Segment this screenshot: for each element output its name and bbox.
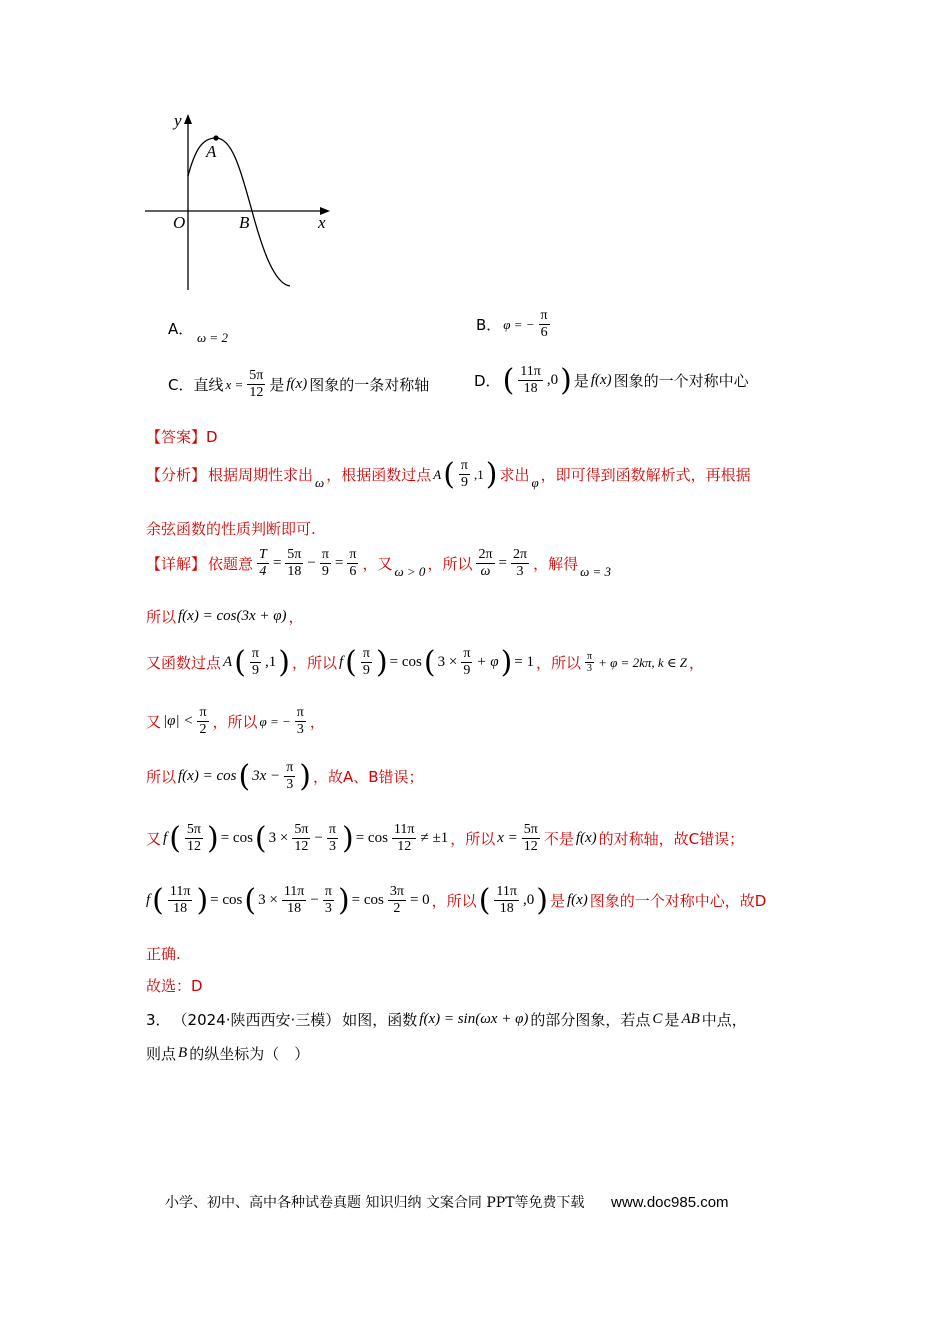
fraction: $\frac{11\pi}{12}$ xyxy=(393,822,415,854)
detail-text: 所以 xyxy=(146,768,177,786)
question-3-line-1 xyxy=(146,1009,747,1030)
math: ≠ ±1 xyxy=(420,830,449,846)
option-d xyxy=(474,364,749,397)
fraction: $\frac{5\pi}{12}$ xyxy=(294,822,309,854)
option-d-label: D． xyxy=(474,372,501,390)
question-source: （2024·陕西西安·三模） xyxy=(172,1011,341,1029)
math: C xyxy=(652,1011,663,1027)
option-c-fraction: $\frac{5\pi}{12}$ xyxy=(249,368,264,400)
fraction: $\frac{5\pi}{12}$ xyxy=(186,822,201,854)
analysis-line-2: 余弦函数的性质判断即可. xyxy=(146,520,316,538)
paren: ( xyxy=(169,820,181,856)
symbol: = xyxy=(334,555,344,571)
math: f xyxy=(163,830,168,846)
math: B xyxy=(178,1045,188,1061)
math: f(x) = cos xyxy=(178,768,237,784)
detail-text: ， xyxy=(688,654,704,672)
option-b xyxy=(476,308,552,341)
paren: ( xyxy=(238,758,251,794)
detail-tag: 【详解】 xyxy=(146,555,207,573)
math: ω > 0 xyxy=(394,563,426,579)
paren: ) xyxy=(485,456,498,492)
math: 3 × xyxy=(268,830,289,846)
math: = 1 xyxy=(514,654,534,670)
fraction: $\frac{2\pi}{3}$ xyxy=(513,547,528,579)
option-a-expr: ω = 2 xyxy=(197,330,228,345)
fraction: $\frac{\pi}{3}$ xyxy=(296,705,304,737)
option-c-label: C．直线 xyxy=(168,376,224,394)
option-d-zero: ,0 xyxy=(546,372,559,388)
math: f(x) xyxy=(575,830,597,846)
detail-line-5 xyxy=(146,760,424,793)
answer-line xyxy=(146,426,218,447)
detail-line-7 xyxy=(146,884,766,917)
fraction: $\frac{\pi}{9}$ xyxy=(251,646,259,678)
analysis-phi: φ xyxy=(531,474,539,490)
math: f(x) = sin(ωx + φ) xyxy=(419,1011,529,1027)
option-a-label: A． xyxy=(168,320,194,338)
symbol: = xyxy=(498,555,507,571)
math: = cos xyxy=(351,892,384,908)
fraction: $\frac{2\pi}{\omega}$ xyxy=(478,547,493,579)
math: |φ| < xyxy=(163,713,194,729)
question-number: 3． xyxy=(146,1011,171,1029)
choice-value: D xyxy=(191,977,203,995)
y-axis-arrow-icon xyxy=(184,114,192,124)
math: 3 × xyxy=(258,892,278,908)
option-b-fraction: $\frac{\pi}{6}$ xyxy=(540,308,548,340)
question-text: 如图，函数 xyxy=(342,1011,418,1029)
math: 3x − xyxy=(252,768,281,784)
fraction: $\frac{\pi}{9}$ xyxy=(321,547,329,579)
point-a-marker xyxy=(213,135,218,140)
footer-site-link[interactable]: www.doc985.com xyxy=(610,1194,729,1211)
option-d-fraction: $\frac{11\pi}{18}$ xyxy=(520,364,541,396)
option-c-text-2: 图象的一条对称轴 xyxy=(309,376,430,394)
fraction: $\frac{3\pi}{2}$ xyxy=(389,884,404,916)
detail-text: ，所以 xyxy=(291,654,337,672)
math: f(x) = cos(3x + φ) xyxy=(178,608,287,624)
fraction: $\frac{\pi}{3}$ xyxy=(286,760,294,792)
analysis-line-1 xyxy=(146,458,751,491)
detail-text: ，故A、B错误； xyxy=(313,768,424,786)
paren: ) xyxy=(560,362,572,398)
paren: ) xyxy=(299,758,311,794)
option-a xyxy=(168,318,193,339)
fraction: $\frac{\pi}{9}$ xyxy=(362,646,370,678)
symbol: − xyxy=(307,555,316,571)
fraction: $\frac{\pi}{3}$ xyxy=(587,651,593,674)
option-c-fx: f(x) xyxy=(286,376,308,392)
detail-text: ，所以 xyxy=(427,555,473,573)
question-text: 的纵坐标为（ ） xyxy=(189,1045,310,1063)
question-text: 中点， xyxy=(701,1011,747,1029)
analysis-omega: ω xyxy=(315,474,325,490)
detail-text: ，所以 xyxy=(450,830,496,848)
question-3-line-2 xyxy=(146,1043,309,1064)
paren: ) xyxy=(341,820,354,856)
analysis-text: 根据周期性求出 xyxy=(208,466,314,484)
option-d-text: 是 xyxy=(573,372,589,390)
math: φ = − xyxy=(259,713,291,729)
math: ,1 xyxy=(264,654,277,670)
choice-label: 故选： xyxy=(146,977,192,995)
detail-text: 又 xyxy=(146,713,162,731)
detail-text: 是 xyxy=(549,892,565,910)
function-graph xyxy=(140,108,340,298)
fraction: $\frac{11\pi}{18}$ xyxy=(283,884,305,916)
fraction: $\frac{11\pi}{18}$ xyxy=(496,884,517,916)
detail-text: ， xyxy=(288,608,304,626)
footer xyxy=(165,1192,729,1212)
math: = 0 xyxy=(409,892,430,908)
math: x = xyxy=(497,830,518,846)
detail-line-6 xyxy=(146,822,744,855)
detail-text: 所以 xyxy=(146,608,177,626)
y-axis-label: y xyxy=(174,111,182,130)
paren: ) xyxy=(500,644,513,680)
fraction: $\frac{\pi}{9}$ xyxy=(463,646,471,678)
fraction: $\frac{\pi}{3}$ xyxy=(328,822,336,854)
paren: ( xyxy=(478,882,491,918)
math: AB xyxy=(681,1011,700,1027)
analysis-fraction: $\frac{\pi}{9}$ xyxy=(460,458,468,490)
detail-text: ，解得 xyxy=(533,555,579,573)
paren: ) xyxy=(337,882,350,918)
math: − xyxy=(314,830,323,846)
fraction: $\frac{T}{4}$ xyxy=(259,547,267,579)
paren: ( xyxy=(152,882,164,918)
detail-line-8: 正确. xyxy=(146,945,181,963)
detail-text: 不是 xyxy=(543,830,574,848)
paren: ) xyxy=(196,882,209,918)
detail-line-3 xyxy=(146,646,704,679)
x-axis-label: x xyxy=(318,213,326,232)
question-text: 是 xyxy=(664,1011,680,1029)
detail-line-4 xyxy=(146,705,325,738)
detail-line-1 xyxy=(146,547,611,580)
math: = cos xyxy=(210,892,243,908)
detail-text: ，所以 xyxy=(536,654,582,672)
fraction: $\frac{5\pi}{18}$ xyxy=(287,547,302,579)
option-c-expr: x = xyxy=(225,376,244,392)
paren: ) xyxy=(206,820,219,856)
math: 3 × xyxy=(437,654,458,670)
fraction: $\frac{11\pi}{18}$ xyxy=(169,884,191,916)
analysis-text: ，根据函数过点 xyxy=(326,466,432,484)
option-c xyxy=(168,368,429,401)
fraction: $\frac{5\pi}{12}$ xyxy=(523,822,538,854)
math: = cos xyxy=(220,830,253,846)
question-text: 的部分图象，若点 xyxy=(530,1011,651,1029)
detail-text: 依题意 xyxy=(208,555,254,573)
paren: ) xyxy=(278,644,290,680)
detail-text: 图象的一个对称中心，故D xyxy=(589,892,767,910)
paren: ( xyxy=(423,644,436,680)
paren: ( xyxy=(254,820,267,856)
option-b-label: B． xyxy=(476,316,502,334)
math: f xyxy=(146,892,151,908)
curve xyxy=(188,138,290,286)
symbol: = xyxy=(272,555,282,571)
fraction: $\frac{\pi}{2}$ xyxy=(199,705,207,737)
question-text: 则点 xyxy=(146,1045,177,1063)
fraction: $\frac{\pi}{6}$ xyxy=(349,547,357,579)
origin-label: O xyxy=(173,213,186,232)
paren: ) xyxy=(536,882,548,918)
paren: ( xyxy=(502,362,515,398)
math: ,0 xyxy=(522,892,535,908)
math: ω = 3 xyxy=(580,563,612,579)
math: f xyxy=(338,654,344,670)
answer-value: D xyxy=(206,428,218,446)
detail-text: ，所以 xyxy=(212,713,258,731)
option-d-text-2: 图象的一个对称中心 xyxy=(613,372,749,390)
detail-line-2 xyxy=(146,606,304,627)
detail-text: 的对称轴，故C错误； xyxy=(598,830,745,848)
detail-text: ，又 xyxy=(362,555,393,573)
analysis-point-tail: ,1 xyxy=(473,466,484,482)
paren: ( xyxy=(345,644,357,680)
paren: ) xyxy=(375,644,388,680)
math: − xyxy=(310,892,319,908)
analysis-point: A xyxy=(433,466,442,482)
paren: ( xyxy=(443,456,455,492)
option-d-fx: f(x) xyxy=(590,372,612,388)
fraction: $\frac{\pi}{3}$ xyxy=(324,884,332,916)
paren: ( xyxy=(234,644,246,680)
paren: ( xyxy=(244,882,257,918)
math: A xyxy=(223,654,233,670)
math: f(x) xyxy=(566,892,588,908)
option-c-text: 是 xyxy=(269,376,285,394)
math: = cos xyxy=(389,654,422,670)
footer-text: 小学、初中、高中各种试卷真题 知识归纳 文案合同 PPT等免费下载 xyxy=(165,1195,585,1211)
analysis-text: 求出 xyxy=(499,466,530,484)
analysis-text: ，即可得到函数解析式，再根据 xyxy=(540,466,751,484)
option-b-expr: φ = − xyxy=(503,316,535,332)
detail-text: ， xyxy=(309,713,325,731)
detail-text: 又函数过点 xyxy=(146,654,222,672)
analysis-tag: 【分析】 xyxy=(146,466,207,484)
detail-text: 又 xyxy=(146,830,162,848)
math: + φ xyxy=(476,654,499,670)
math: + φ = 2kπ, k ∈ Z xyxy=(598,654,687,670)
answer-tag: 【答案】 xyxy=(146,428,207,446)
detail-text: ，所以 xyxy=(431,892,477,910)
point-b-label: B xyxy=(239,213,250,232)
math: = cos xyxy=(355,830,388,846)
point-a-label: A xyxy=(206,142,217,161)
choice-line xyxy=(146,975,203,996)
